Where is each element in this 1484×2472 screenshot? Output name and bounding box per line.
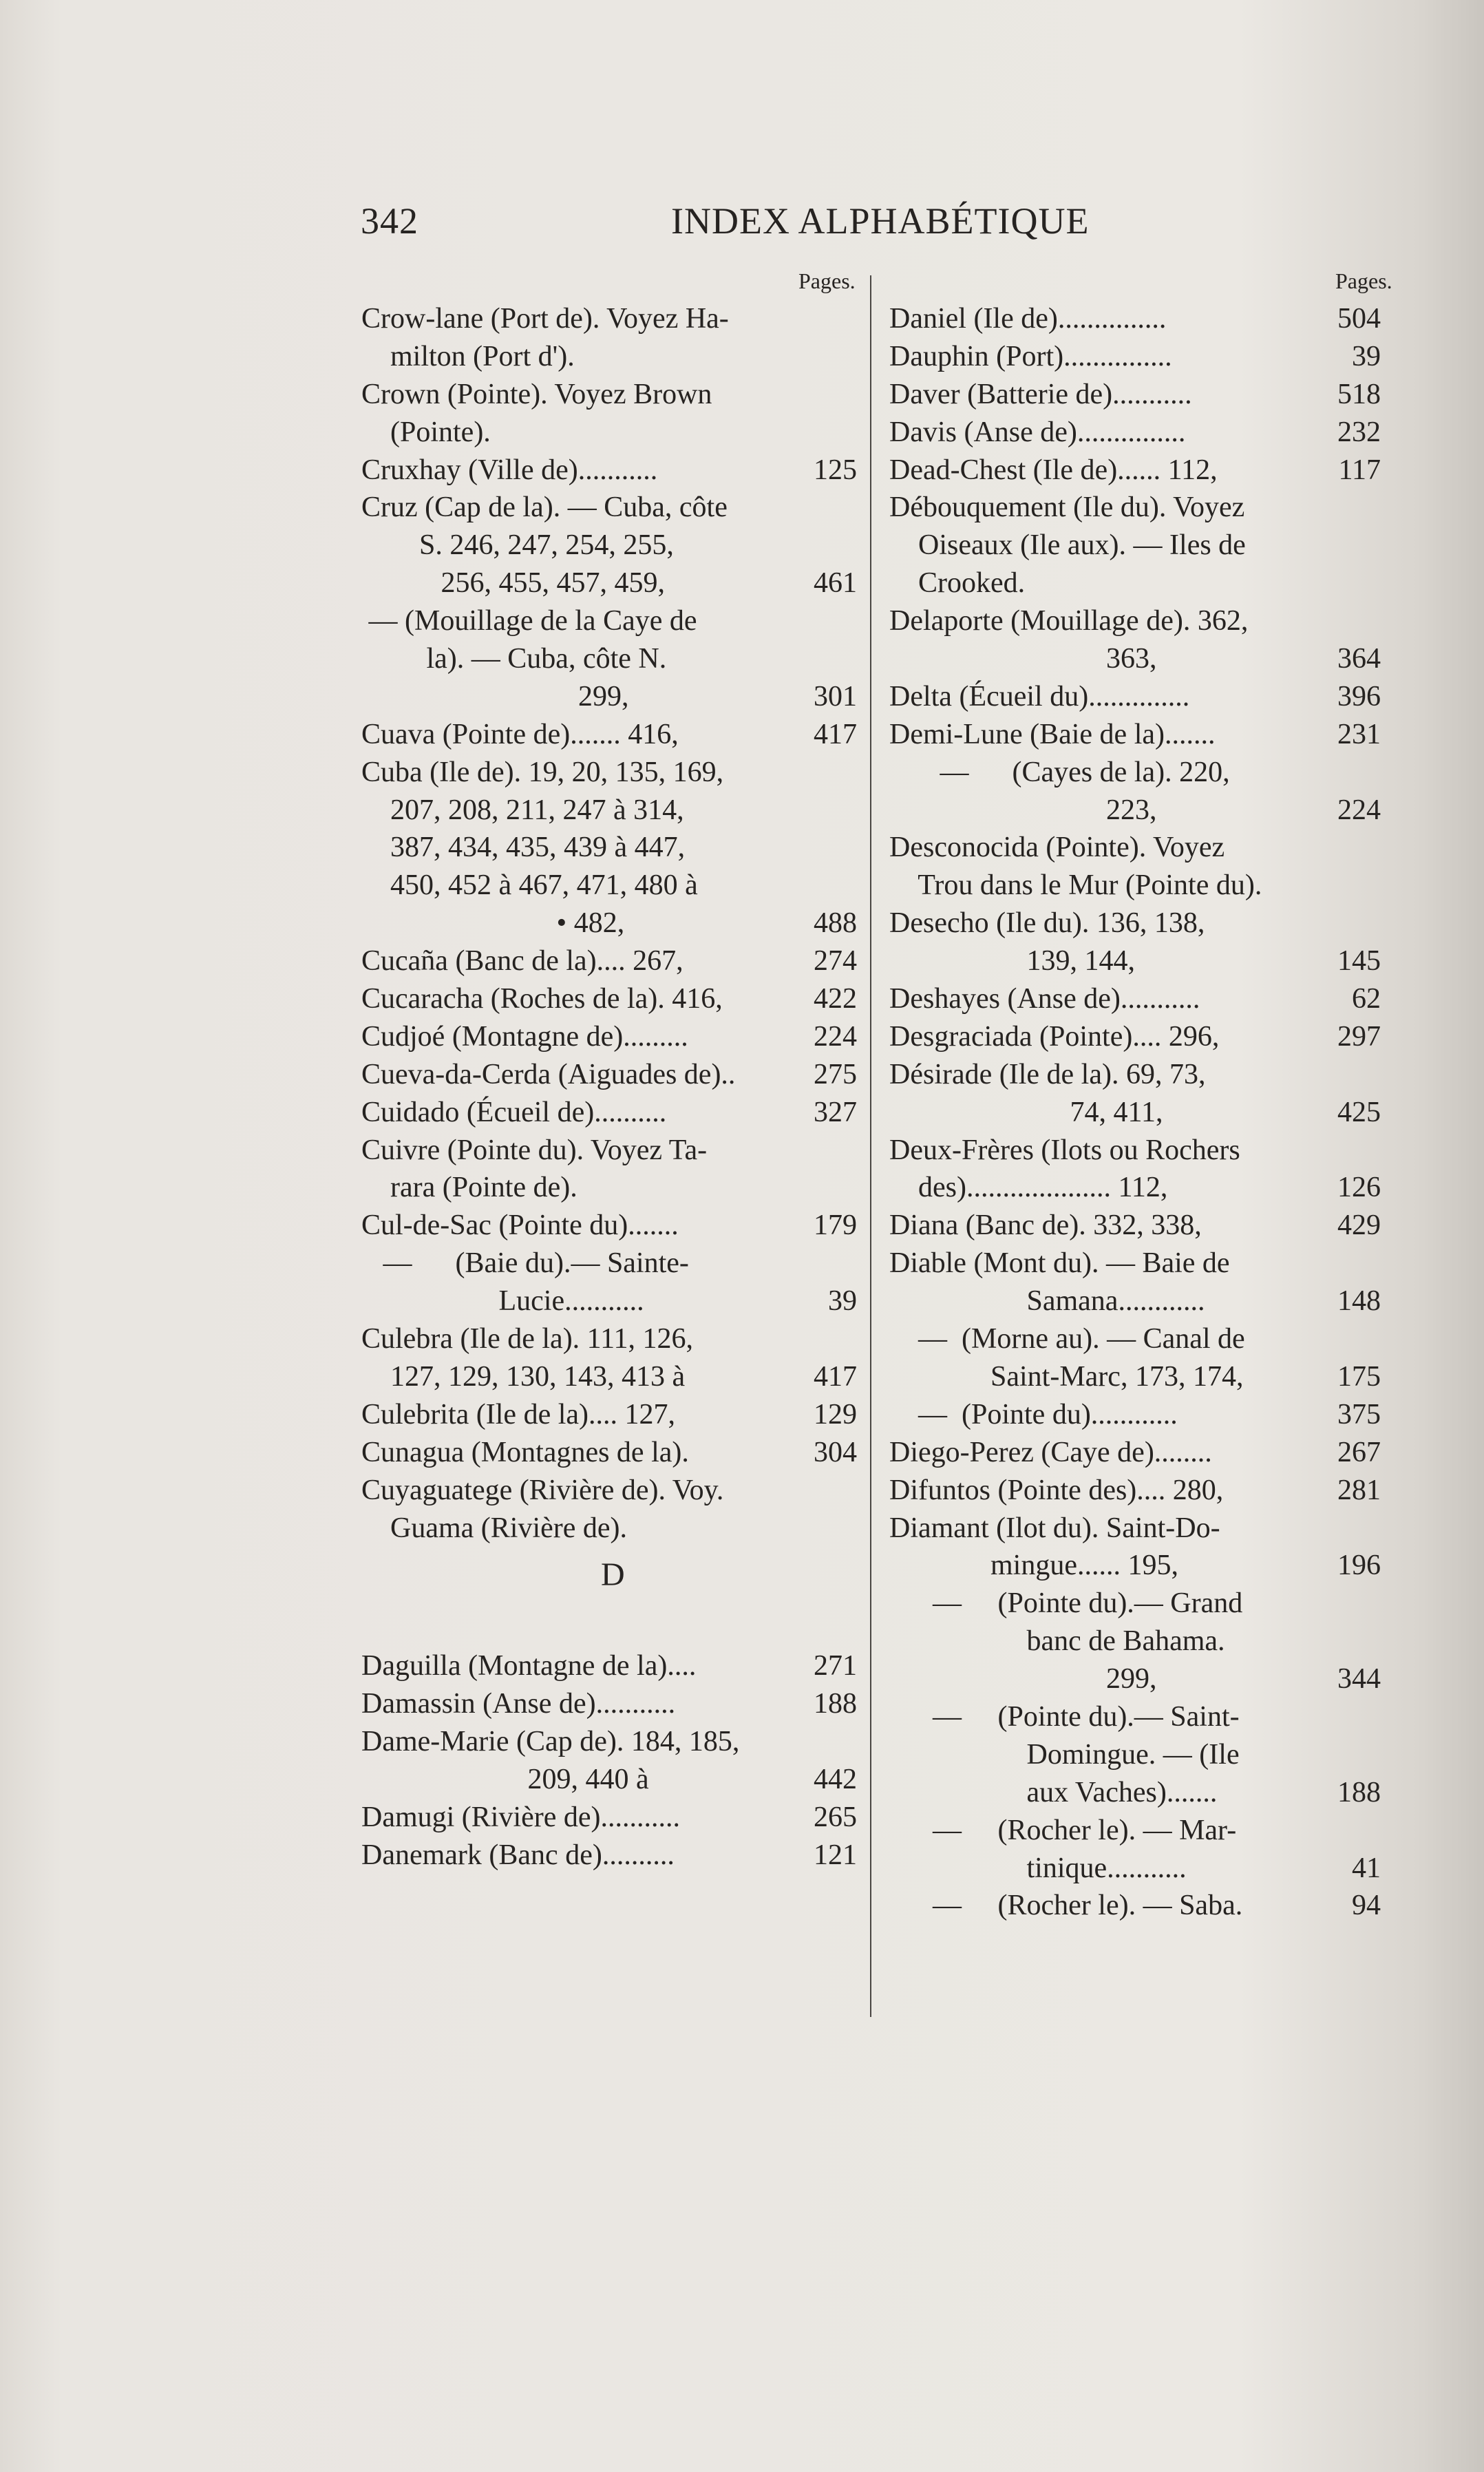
entry-page: 121 [814,1839,857,1871]
index-entry [889,1282,1381,1320]
index-entry [361,414,857,452]
entry-page: 231 [1337,718,1381,750]
index-entry [361,1434,857,1472]
entry-page: 461 [814,567,857,600]
index-entry [889,602,1381,640]
entry-text: 299, [889,1663,1157,1695]
entry-text: Oiseaux (Ile aux). — Iles de [889,529,1246,562]
index-entry [361,1358,857,1396]
entry-text: des).................... 112, [889,1172,1168,1204]
index-entry [889,829,1381,867]
index-entry [889,1132,1381,1170]
entry-text: Dame-Marie (Cap de). 184, 185, [361,1726,740,1758]
index-entry [889,1660,1381,1698]
entry-text: 209, 440 à [361,1764,649,1796]
entry-page: 422 [814,983,857,1015]
index-entry [361,1018,857,1056]
entry-text: Deshayes (Anse de)........... [889,983,1200,1015]
section-letter-row [361,1547,857,1647]
index-entry [361,678,857,716]
index-entry [889,1585,1381,1623]
entry-text: la). — Cuba, côte N. [361,643,667,675]
index-entry [889,678,1381,716]
index-entry [889,640,1381,678]
entry-page: 417 [814,1360,857,1393]
entry-text: Dead-Chest (Ile de)...... 112, [889,454,1218,486]
index-entry [361,1761,857,1799]
entry-text: tinique........... [889,1852,1187,1884]
index-entry [361,1837,857,1874]
index-entry [361,338,857,376]
index-entry [889,1698,1381,1736]
entry-page: 62 [1352,983,1381,1015]
entry-text: Cuivre (Pointe du). Voyez Ta- [361,1134,708,1166]
index-entry [361,905,857,942]
index-entry [361,1472,857,1510]
entry-page: 274 [814,945,857,978]
entry-text: 256, 455, 457, 459, [361,567,665,600]
section-letter: D [601,1556,625,1594]
entry-page: 344 [1337,1663,1381,1695]
entry-page: 518 [1337,378,1381,410]
index-entry [361,640,857,678]
entry-page: 126 [1337,1172,1381,1204]
entry-text: Trou dans le Mur (Pointe du). [889,869,1262,902]
entry-text: Cuava (Pointe de)....... 416, [361,718,679,750]
index-entry [361,942,857,980]
entry-text: 299, [361,680,629,712]
index-entry [889,1850,1381,1888]
entry-page: 304 [814,1436,857,1468]
entry-page: 129 [814,1398,857,1430]
index-entry [889,1396,1381,1434]
index-entry [889,792,1381,830]
index-entry [889,942,1381,980]
page-number: 342 [361,200,418,242]
index-entry [889,905,1381,942]
entry-page: 429 [1337,1209,1381,1242]
index-entry [361,1169,857,1207]
entry-page: 39 [828,1285,857,1318]
entry-text: Cudjoé (Montagne de)......... [361,1020,688,1053]
right-pages-heading: Pages. [1335,268,1392,293]
index-entry [889,1018,1381,1056]
entry-text: Damugi (Rivière de)........... [361,1801,681,1833]
entry-text: Cucaracha (Roches de la). 416, [361,983,723,1015]
entry-text: Damassin (Anse de)........... [361,1688,676,1720]
index-entry [361,1282,857,1320]
entry-text: Desconocida (Pointe). Voyez [889,832,1225,864]
entry-page: 364 [1337,643,1381,675]
entry-text: Deux-Frères (Ilots ou Rochers [889,1134,1240,1166]
entry-text: Daguilla (Montagne de la).... [361,1650,697,1682]
entry-text: Diable (Mont du). — Baie de [889,1247,1230,1280]
entry-text: Difuntos (Pointe des).... 280, [889,1474,1224,1506]
entry-page: 188 [1337,1776,1381,1808]
entry-text: 74, 411, [889,1096,1163,1128]
running-title: INDEX ALPHABÉTIQUE [671,200,1090,242]
index-entry [361,602,857,640]
entry-text: Crown (Pointe). Voyez Brown [361,378,712,410]
index-entry [889,1510,1381,1547]
entry-text: Domingue. — (Ile [889,1738,1240,1771]
entry-page: 396 [1337,680,1381,712]
index-entry [361,1245,857,1282]
entry-page: 275 [814,1058,857,1090]
index-entry [361,980,857,1018]
entry-text: Demi-Lune (Baie de la)....... [889,718,1216,750]
index-entry [889,1320,1381,1358]
column-divider [870,275,871,2017]
entry-text: — (Morne au). — Canal de [889,1323,1245,1355]
index-entry [361,489,857,527]
entry-page: 301 [814,680,857,712]
index-entry [889,376,1381,414]
entry-text: 127, 129, 130, 143, 413 à [361,1360,686,1393]
index-entry [889,1094,1381,1132]
entry-page: 265 [814,1801,857,1833]
entry-page: 41 [1352,1852,1381,1884]
entry-text: Débouquement (Ile du). Voyez [889,492,1245,524]
entry-page: 504 [1337,303,1381,335]
index-entry [889,1547,1381,1585]
index-entry [361,452,857,489]
entry-page: 442 [814,1764,857,1796]
index-entry [361,792,857,830]
index-entry [361,1799,857,1837]
index-entry [361,867,857,905]
entry-page: 179 [814,1209,857,1242]
index-entry [889,1434,1381,1472]
index-entry [889,1358,1381,1396]
entry-text: — (Mouillage de la Caye de [361,605,697,637]
entry-text: (Pointe). [361,416,491,448]
index-entry [361,1685,857,1723]
entry-text: Daver (Batterie de)........... [889,378,1192,410]
index-entry [889,1623,1381,1660]
entry-text: Diana (Banc de). 332, 338, [889,1209,1202,1242]
entry-text: Cul-de-Sac (Pointe du)....... [361,1209,679,1242]
index-entry [361,1723,857,1761]
entry-text: Cruz (Cap de la). — Cuba, côte [361,492,728,524]
index-entry [361,1132,857,1170]
entry-text: Diego-Perez (Caye de)........ [889,1436,1212,1468]
entry-text: 223, [889,794,1157,826]
entry-page: 271 [814,1650,857,1682]
entry-page: 281 [1337,1474,1381,1506]
entry-text: Samana............ [889,1285,1205,1318]
left-index-column [361,300,857,1874]
index-entry [889,300,1381,338]
entry-page: 224 [1337,794,1381,826]
index-entry [361,754,857,792]
entry-page: 117 [1338,454,1381,486]
entry-text: • 482, [361,907,625,940]
entry-text: banc de Bahama. [889,1625,1225,1658]
index-entry [361,716,857,754]
index-entry [889,1887,1381,1925]
entry-page: 39 [1352,340,1381,372]
index-entry [889,716,1381,754]
index-entry [889,754,1381,792]
index-entry [889,1774,1381,1812]
entry-text: Desecho (Ile du). 136, 138, [889,907,1205,940]
index-entry [361,564,857,602]
entry-page: 327 [814,1096,857,1128]
entry-page: 224 [814,1020,857,1053]
entry-page: 125 [814,454,857,486]
index-entry [361,1510,857,1547]
entry-text: Désirade (Ile de la). 69, 73, [889,1058,1206,1090]
entry-page: 148 [1337,1285,1381,1318]
entry-page: 94 [1352,1890,1381,1922]
entry-text: Dauphin (Port)............... [889,340,1172,372]
index-entry [889,1812,1381,1850]
entry-text: 363, [889,643,1157,675]
entry-text: — (Pointe du).— Grand [889,1587,1243,1620]
index-entry [889,489,1381,527]
index-entry [889,527,1381,564]
entry-text: — (Pointe du)............ [889,1398,1178,1430]
entry-text: Diamant (Ilot du). Saint-Do- [889,1512,1220,1544]
index-entry [889,338,1381,376]
entry-page: 375 [1337,1398,1381,1430]
entry-text: Cuyaguatege (Rivière de). Voy. [361,1474,724,1506]
entry-text: 450, 452 à 467, 471, 480 à [361,869,698,902]
index-entry [361,1396,857,1434]
entry-text: S. 246, 247, 254, 255, [361,529,674,562]
entry-page: 425 [1337,1096,1381,1128]
entry-page: 417 [814,718,857,750]
entry-page: 267 [1337,1436,1381,1468]
entry-text: Cuidado (Écueil de).......... [361,1096,667,1128]
index-entry [361,829,857,867]
entry-text: mingue...... 195, [889,1550,1178,1582]
index-entry [361,1207,857,1245]
entry-page: 188 [814,1688,857,1720]
entry-text: — (Pointe du).— Saint- [889,1700,1240,1733]
entry-text: — (Rocher le). — Mar- [889,1814,1237,1846]
entry-text: Desgraciada (Pointe).... 296, [889,1020,1220,1053]
entry-text: — (Baie du).— Sainte- [361,1247,689,1280]
entry-text: Saint-Marc, 173, 174, [889,1360,1244,1393]
index-entry [889,867,1381,905]
entry-text: Cruxhay (Ville de)........... [361,454,658,486]
index-entry [889,1169,1381,1207]
entry-page: 297 [1337,1020,1381,1053]
entry-text: milton (Port d'). [361,340,575,372]
entry-page: 196 [1337,1550,1381,1582]
entry-text: — (Rocher le). — Saba. [889,1890,1243,1922]
entry-text: — (Cayes de la). 220, [889,756,1230,788]
entry-page: 145 [1337,945,1381,978]
entry-text: Cuba (Ile de). 19, 20, 135, 169, [361,756,724,788]
entry-text: aux Vaches)....... [889,1776,1218,1808]
index-entry [361,1647,857,1685]
entry-text: rara (Pointe de). [361,1172,577,1204]
entry-text: Davis (Anse de)............... [889,416,1186,448]
index-entry [889,564,1381,602]
index-entry [361,527,857,564]
entry-text: Daniel (Ile de)............... [889,303,1167,335]
index-entry [889,414,1381,452]
entry-text: Cueva-da-Cerda (Aiguades de).. [361,1058,736,1090]
entry-text: Culebra (Ile de la). 111, 126, [361,1323,694,1355]
left-pages-heading: Pages. [798,268,856,293]
entry-text: 139, 144, [889,945,1135,978]
index-entry [889,1056,1381,1094]
page-header [0,200,1484,255]
index-entry [889,1245,1381,1282]
index-entry [889,1207,1381,1245]
index-entry [889,1736,1381,1774]
index-entry [361,1094,857,1132]
index-entry [361,1320,857,1358]
index-entry [889,980,1381,1018]
right-index-column [889,300,1381,1925]
index-entry [361,376,857,414]
index-entry [361,300,857,338]
index-entry [889,1472,1381,1510]
entry-text: Danemark (Banc de).......... [361,1839,675,1871]
entry-page: 488 [814,907,857,940]
entry-text: Guama (Rivière de). [361,1512,628,1544]
entry-text: Lucie........... [361,1285,644,1318]
entry-text: 387, 434, 435, 439 à 447, [361,832,686,864]
index-entry [361,1056,857,1094]
entry-text: Crooked. [889,567,1026,600]
entry-text: Delaporte (Mouillage de). 362, [889,605,1249,637]
entry-page: 232 [1337,416,1381,448]
entry-text: 207, 208, 211, 247 à 314, [361,794,684,826]
entry-text: Culebrita (Ile de la).... 127, [361,1398,676,1430]
entry-text: Cucaña (Banc de la).... 267, [361,945,683,978]
entry-page: 175 [1337,1360,1381,1393]
index-entry [889,452,1381,489]
entry-text: Delta (Écueil du).............. [889,680,1190,712]
entry-text: Crow-lane (Port de). Voyez Ha- [361,303,729,335]
entry-text: Cunagua (Montagnes de la). [361,1436,689,1468]
